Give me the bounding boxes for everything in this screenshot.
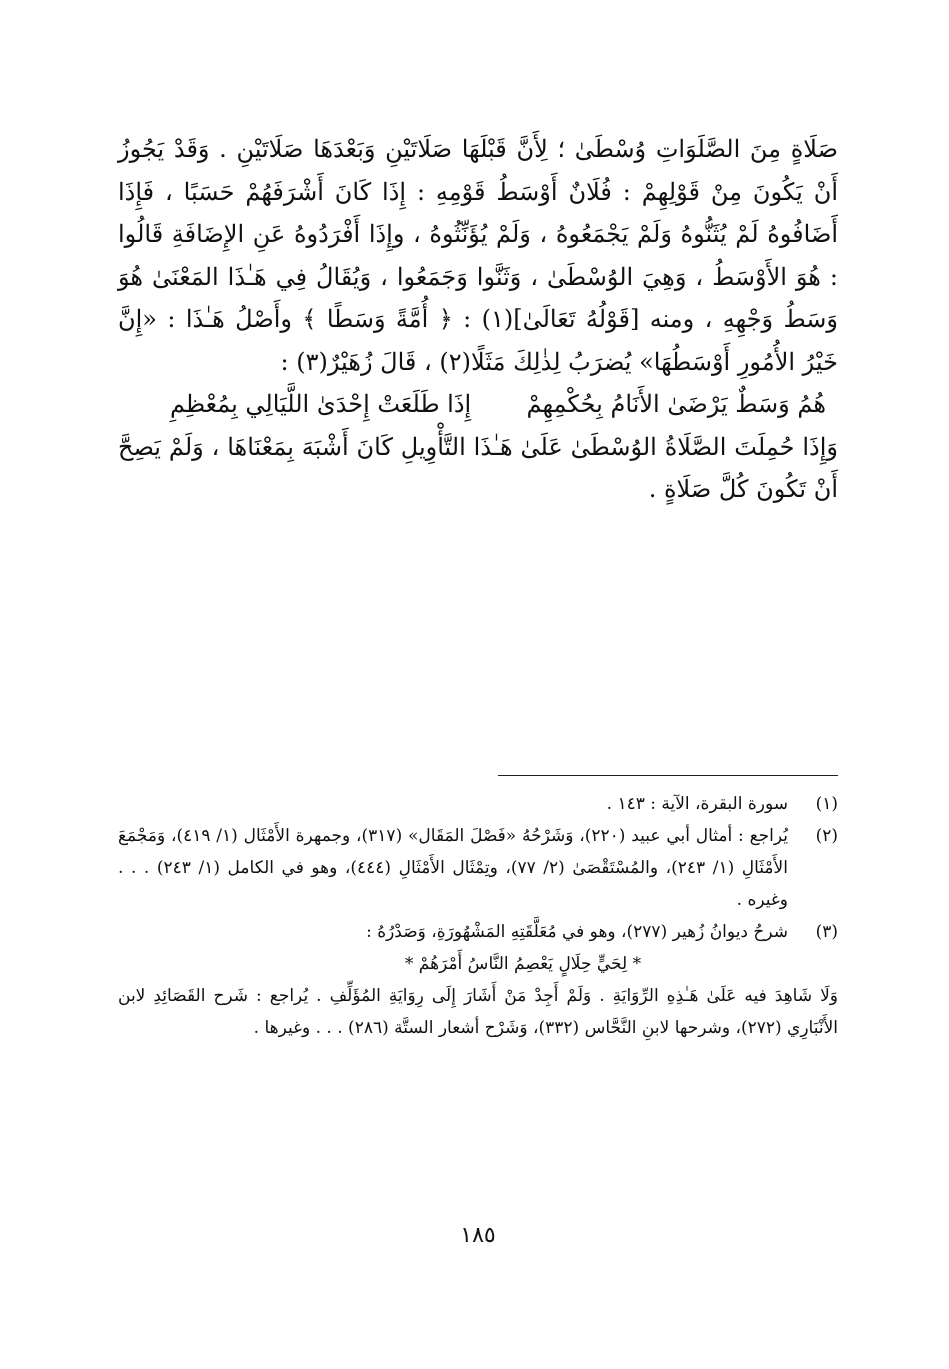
footnote-3-continuation: وَلَا شَاهِدَ فيه عَلَىٰ هَـٰذِهِ الرِّوَايَةِ . وَلَمْ أَجِدْ مَنْ أَشَارَ إِلَى رِوَايَةِ المُؤَلِّفِ . يُراجع : شَرح القَصَائِدِ لابن الأَنْبَارِي (٢٧٢)، وشرحها لابنِ النَّحَّاس (٣٣٢)، وَشَرْح أشعار الستَّة (٢٨٦) . . . وغيرها . — [118, 986, 838, 1038]
footnote-3 — [118, 916, 838, 980]
footnote-verse: * لِحَيٍّ حِلَالٍ يَعْصِمُ النَّاسُ أَمْرَهُمْ * — [404, 954, 642, 974]
paragraph-1: صَلَاةٍ مِنَ الصَّلَوَاتِ وُسْطَىٰ ؛ لِأَنَّ قَبْلَهَا صَلَاتَيْنِ وَبَعْدَهَا صَلَاتَيْنِ . وَقَدْ يَجُوزُ أَنْ يَكُونَ مِنْ قَوْلِهِمْ : فُلَانٌ أَوْسَطُ قَوْمِهِ : إِذَا كَانَ أَشْرَفَهُمْ حَسَبًا ، فَإِذَا أَضَافُوهُ لَمْ يُثَنُّوهُ وَلَمْ يَجْمَعُوهُ ، وَلَمْ يُؤَنِّثُوهُ ، وإِذَا أَفْرَدُوهُ عَنِ الإِضَافَةِ قَالُوا : هُوَ الأَوْسَطُ ، وَهِيَ الوُسْطَىٰ ، وَثَنَّوا وَجَمَعُوا ، وَيُقَالُ فِي هَـٰذَا المَعْنَىٰ هُوَ وَسَطُ وَجْهِهِ ، ومنه [قَوْلُهُ تَعَالَىٰ](١) : ﴿ أُمَّةً وَسَطًا ﴾ وأَصْلُ هَـٰذَا : «إِنَّ خَيْرُ الأُمُورِ أَوْسَطُهَا» يُضرَبُ لِذٰلِكَ مَثَلًا(٢) ، قَالَ زُهَيْرٌ(٣) : — [118, 135, 838, 376]
verse-line — [118, 383, 838, 426]
verse-hemistich-right: هُمُ وَسَطٌ يَرْضَىٰ الأَنَامُ بِحُكْمِهِمْ — [526, 390, 826, 418]
paragraph-2: وَإِذَا حُمِلَتَ الصَّلَاةُ الوُسْطَىٰ عَلَىٰ هَـٰذَا التَّأْوِيلِ كَانَ أَشْبَهَ بِمَعْنَاهَا ، وَلَمْ يَصِحَّ أَنْ تَكُونَ كُلَّ صَلَاةٍ . — [118, 432, 838, 503]
main-text — [118, 128, 838, 511]
footnote-text — [118, 916, 788, 980]
footnote-line: شرحُ ديوانُ زُهير (٢٧٧)، وهو في مُعَلَّقَتِهِ المَشْهُورَةِ، وَصَدْرُهُ : — [366, 922, 788, 942]
footnote-number: (١) — [815, 794, 838, 814]
footnote-text: سورة البقرة، الآية : ١٤٣ . — [606, 794, 788, 814]
footnotes — [118, 788, 838, 1044]
footnote-divider — [498, 775, 838, 776]
page — [118, 128, 838, 1308]
footnote-number: (٢) — [815, 826, 838, 846]
footnote-text: يُراجع : أمثال أبي عبيد (٢٢٠)، وَشَرْحُهُ «فَصْلَ المَقَال» (٣١٧)، وجمهرة الأَمْثَال (١/ ٤١٩)، وَمَجْمَعَ الأَمْثَالِ (١/ ٢٤٣)، والمُسْتَقْصَىٰ (٢/ ٧٧)، وتِمْثَال الأَمْثَالِ (٤٤٤)، وهو في الكامل (١/ ٢٤٣) . . . وغيره . — [118, 826, 788, 910]
footnote-number: (٣) — [815, 922, 838, 942]
page-number: ١٨٥ — [460, 1223, 496, 1248]
footnote-2 — [118, 820, 838, 916]
footnote-1 — [118, 788, 838, 820]
verse-hemistich-left: إِذَا طَلَعَتْ إِحْدَىٰ اللَّيَالِي بِمُعْظِمِ — [170, 390, 472, 418]
